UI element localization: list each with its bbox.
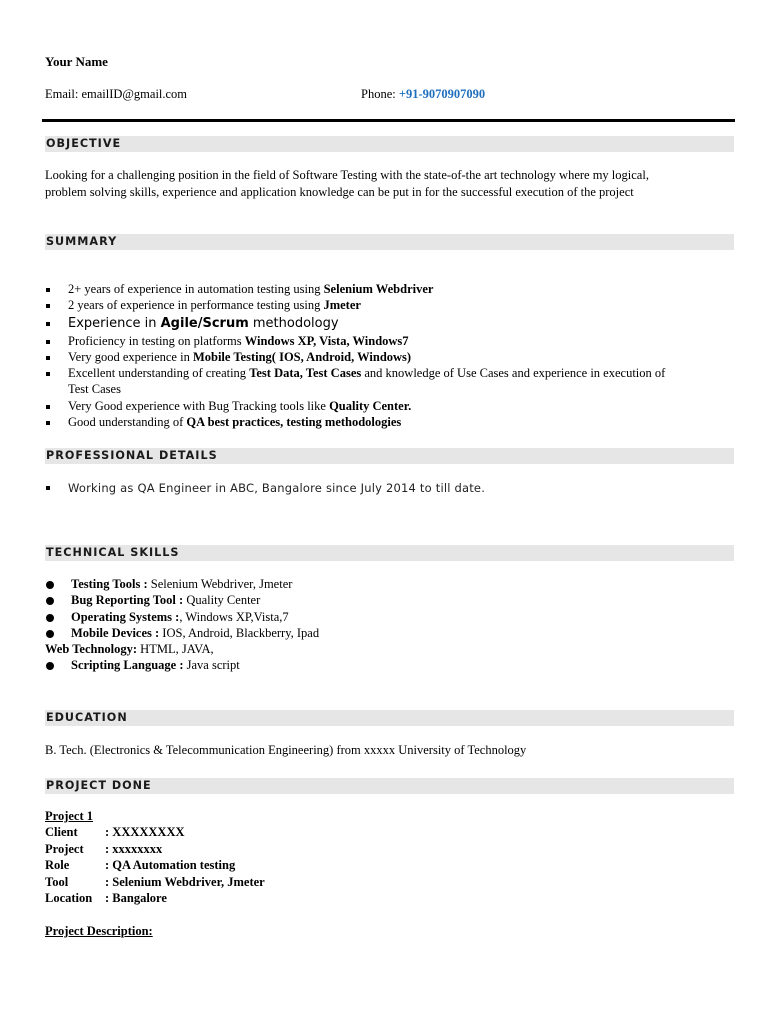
project-row-value: : Bangalore <box>105 891 167 905</box>
project-description-heading: Project Description: <box>45 924 153 938</box>
education-text: B. Tech. (Electronics & Telecommunication Engineering) from xxxxx University of Technology <box>45 743 527 757</box>
project-row: Location <box>45 891 93 905</box>
project-row-value: : XXXXXXXX <box>105 825 185 839</box>
header-divider <box>42 119 735 122</box>
bullet-square-icon <box>46 372 50 376</box>
technical-section-bar <box>45 545 734 561</box>
phone-label: Phone: <box>361 87 396 101</box>
bullet-dot-icon <box>46 662 54 670</box>
email-value[interactable]: emailID@gmail.com <box>81 87 188 101</box>
summary-title: SUMMARY <box>46 235 118 248</box>
project-row: Project <box>45 842 84 856</box>
bullet-square-icon <box>46 356 50 360</box>
email-line <box>45 87 187 102</box>
summary-item: Very good experience in Mobile Testing( IOS, Android, Windows) <box>68 350 412 364</box>
project-section-bar <box>45 778 734 794</box>
bullet-dot-icon <box>46 630 54 638</box>
summary-item: Good understanding of QA best practices, testing methodologies <box>68 415 402 429</box>
bullet-square-icon <box>46 304 50 308</box>
bullet-square-icon <box>46 340 50 344</box>
email-label: Email: <box>45 87 79 101</box>
summary-item-continuation: Test Cases <box>68 382 121 396</box>
skill-item: Mobile Devices : IOS, Android, Blackberry, Ipad <box>71 626 320 640</box>
project-heading: Project 1 <box>45 809 94 823</box>
summary-item: Experience in Agile/Scrum methodology <box>68 316 339 331</box>
technical-title: TECHNICAL SKILLS <box>46 546 180 559</box>
bullet-dot-icon <box>46 614 54 622</box>
objective-section-bar <box>45 136 734 152</box>
bullet-square-icon <box>46 322 50 326</box>
skill-item: Operating Systems :, Windows XP,Vista,7 <box>71 610 289 624</box>
web-technology-line: Web Technology: HTML, JAVA, <box>45 642 214 656</box>
candidate-name: Your Name <box>45 54 108 69</box>
phone-line <box>361 87 485 102</box>
project-row-value: : xxxxxxxx <box>105 842 163 856</box>
summary-item: Very Good experience with Bug Tracking tools like Quality Center. <box>68 399 412 413</box>
skill-item: Scripting Language : Java script <box>71 658 240 672</box>
project-row: Client <box>45 825 78 839</box>
project-row: Role <box>45 858 70 872</box>
objective-line-2: problem solving skills, experience and application knowledge can be put in for the successful execution of the project <box>45 185 634 199</box>
education-title: EDUCATION <box>46 711 128 724</box>
summary-item: Excellent understanding of creating Test Data, Test Cases and knowledge of Use Cases and experience in execution of <box>68 366 666 380</box>
summary-item: Proficiency in testing on platforms Windows XP, Vista, Windows7 <box>68 334 409 348</box>
professional-section-bar <box>45 448 734 464</box>
project-row-value: : Selenium Webdriver, Jmeter <box>105 875 265 889</box>
professional-item: Working as QA Engineer in ABC, Bangalore since July 2014 to till date. <box>68 481 486 495</box>
summary-item: 2+ years of experience in automation testing using Selenium Webdriver <box>68 282 434 296</box>
project-row: Tool <box>45 875 69 889</box>
education-section-bar <box>45 710 734 726</box>
bullet-square-icon <box>46 405 50 409</box>
bullet-dot-icon <box>46 597 54 605</box>
bullet-square-icon <box>46 421 50 425</box>
professional-title: PROFESSIONAL DETAILS <box>46 449 218 462</box>
summary-section-bar <box>45 234 734 250</box>
skill-item: Testing Tools : Selenium Webdriver, Jmeter <box>71 577 293 591</box>
project-row-value: : QA Automation testing <box>105 858 236 872</box>
bullet-square-icon <box>46 486 50 490</box>
bullet-square-icon <box>46 288 50 292</box>
skill-item: Bug Reporting Tool : Quality Center <box>71 593 261 607</box>
objective-title: OBJECTIVE <box>46 137 122 150</box>
project-title: PROJECT DONE <box>46 779 152 792</box>
objective-line-1: Looking for a challenging position in the field of Software Testing with the state-of-the art technology where my logical, <box>45 168 649 182</box>
summary-item: 2 years of experience in performance testing using Jmeter <box>68 298 361 312</box>
bullet-dot-icon <box>46 581 54 589</box>
phone-value[interactable]: +91-9070907090 <box>398 87 486 101</box>
